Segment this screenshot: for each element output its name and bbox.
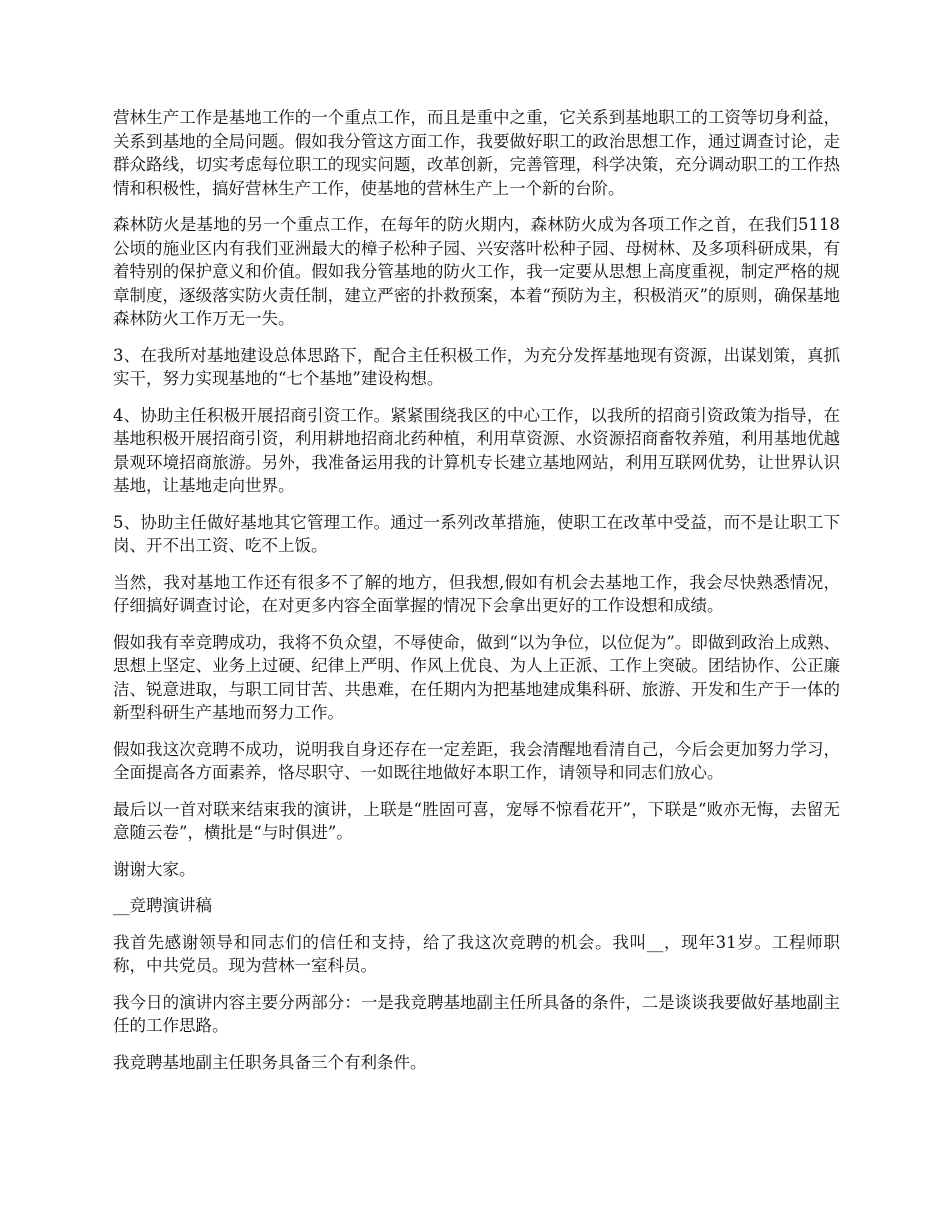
section-heading: __竞聘演讲稿 (113, 896, 212, 915)
paragraph: 我首先感谢领导和同志们的信任和支持，给了我这次竞聘的机会。我叫__，现年31岁。工程师职称，中共党员。现为营林一室科员。 (113, 932, 840, 975)
paragraph: 最后以一首对联来结束我的演讲，上联是“胜固可喜，宠辱不惊看花开”，下联是“败亦无悔，去留无意随云卷”，横批是“与时俱进”。 (113, 799, 840, 842)
paragraph: 假如我有幸竞聘成功，我将不负众望，不辱使命，做到“以为争位，以位促为”。即做到政治上成熟、思想上坚定、业务上过硬、纪律上严明、作风上优良、为人上正派、工作上突破。团结协作、公正廉洁、锐意进取，与职工同甘苦、共患难，在任期内为把基地建成集科研、旅游、开发和生产于一体的新型科研生产基地而努力工作。 (113, 632, 840, 722)
paragraph: 我今日的演讲内容主要分两部分：一是我竞聘基地副主任所具备的条件，二是谈谈我要做好基地副主任的工作思路。 (113, 992, 840, 1035)
paragraph: 森林防火是基地的另一个重点工作，在每年的防火期内，森林防火成为各项工作之首，在我们5118公顷的施业区内有我们亚洲最大的樟子松种子园、兴安落叶松种子园、母树林、及多项科研成果，有着特别的保护意义和价值。假如我分管基地的防火工作，我一定要从思想上高度重视，制定严格的规章制度，逐级落实防火责任制，建立严密的扑救预案，本着“预防为主，积极消灭”的原则，确保基地森林防火工作万无一失。 (113, 215, 840, 328)
paragraph: 当然，我对基地工作还有很多不了解的地方，但我想,假如有机会去基地工作，我会尽快熟悉情况，仔细搞好调查讨论，在对更多内容全面掌握的情况下会拿出更好的工作设想和成绩。 (113, 572, 840, 615)
paragraph: 谢谢大家。 (113, 859, 196, 879)
paragraph: 3、在我所对基地建设总体思路下，配合主任积极工作，为充分发挥基地现有资源，出谋划策，真抓实干，努力实现基地的“七个基地”建设构想。 (113, 345, 840, 388)
paragraph: 4、协助主任积极开展招商引资工作。紧紧围绕我区的中心工作，以我所的招商引资政策为指导，在基地积极开展招商引资，利用耕地招商北药种植，利用草资源、水资源招商畜牧养殖，利用基地优越景观环境招商旅游。另外，我准备运用我的计算机专长建立基地网站，利用互联网优势，让世界认识基地，让基地走向世界。 (113, 405, 840, 495)
paragraph: 假如我这次竞聘不成功，说明我自身还存在一定差距，我会清醒地看清自己，今后会更加努力学习，全面提高各方面素养，恪尽职守、一如既往地做好本职工作，请领导和同志们放心。 (113, 739, 840, 782)
paragraph: 5、协助主任做好基地其它管理工作。通过一系列改革措施，使职工在改革中受益，而不是让职工下岗、开不出工资、吃不上饭。 (113, 512, 840, 555)
document-body (113, 106, 840, 1087)
paragraph: 营林生产工作是基地工作的一个重点工作，而且是重中之重，它关系到基地职工的工资等切身利益，关系到基地的全局问题。假如我分管这方面工作，我要做好职工的政治思想工作，通过调查讨论，走群众路线，切实考虑每位职工的现实问题，改革创新，完善管理，科学决策，充分调动职工的工作热情和积极性，搞好营林生产工作，使基地的营林生产上一个新的台阶。 (113, 108, 840, 198)
paragraph: 我竞聘基地副主任职务具备三个有利条件。 (113, 1052, 427, 1072)
